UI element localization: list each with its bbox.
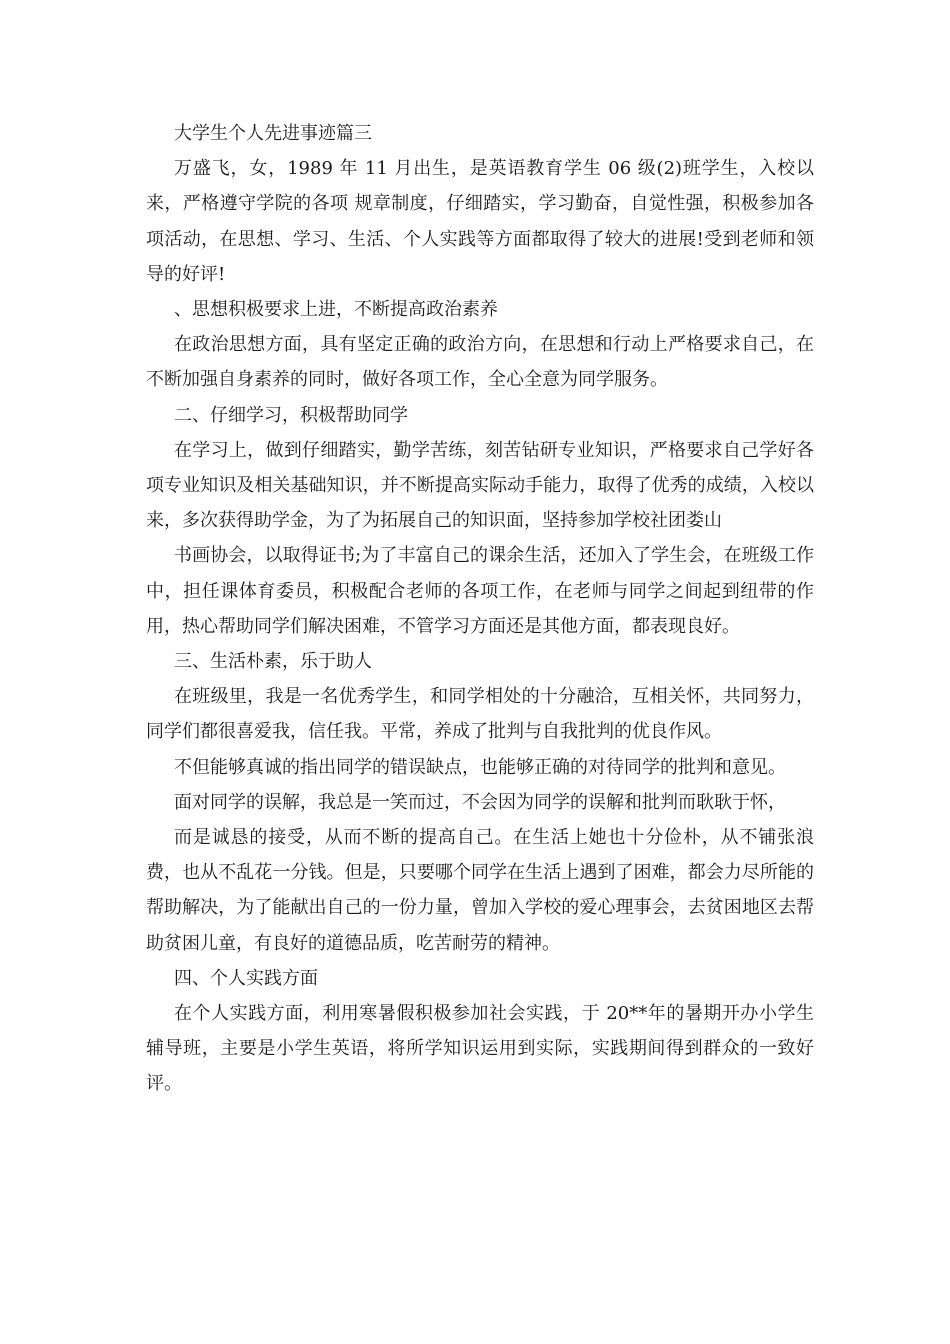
document-title: 大学生个人先进事迹篇三 <box>174 123 372 144</box>
section-heading-4: 四、个人实践方面 <box>174 967 318 989</box>
section-heading-2: 二、仔细学习，积极帮助同学 <box>174 404 408 426</box>
paragraph-practice: 在个人实践方面，利用寒暑假积极参加社会实践，于 20**年的暑期开办小学生辅导班，主要是小学生英语，将所学知识运用到实际，实践期间得到群众的一致好评。 <box>146 1003 814 1095</box>
paragraph-intro: 万盛飞，女，1989 年 11 月出生，是英语教育学生 06 级(2)班学生，入校以来，严格遵守学院的各项 规章制度，仔细踏实，学习勤奋，自觉性强，积极参加各项活动，在思想、学习、生活、个人实践等方面都取得了较大的进展!受到老师和领导的好评! <box>146 158 814 285</box>
section-heading-3: 三、生活朴素，乐于助人 <box>174 651 372 673</box>
paragraph-life-3: 面对同学的误解，我总是一笑而过，不会因为同学的误解和批判而耿耿于怀， <box>174 791 786 813</box>
paragraph-life-1: 在班级里，我是一名优秀学生，和同学相处的十分融洽，互相关怀，共同努力，同学们都很喜爱我，信任我。平常，养成了批判与自我批判的优良作风。 <box>146 686 814 743</box>
paragraph-study-continued: 书画协会，以取得证书;为了丰富自己的课余生活，还加入了学生会，在班级工作中，担任课体育委员，积极配合老师的各项工作，在老师与同学之间起到纽带的作用，热心帮助同学们解决困难，不管学习方面还是其他方面，都表现良好。 <box>146 545 814 637</box>
document-page <box>146 116 814 1102</box>
paragraph-study: 在学习上，做到仔细踏实，勤学苦练，刻苦钻研专业知识，严格要求自己学好各项专业知识及相关基础知识，并不断提高实际动手能力，取得了优秀的成绩，入校以来，多次获得助学金，为了为拓展自己的知识面，坚持参加学校社团娄山 <box>146 439 814 532</box>
paragraph-politics: 在政治思想方面，具有坚定正确的政治方向，在思想和行动上严格要求自己，在不断加强自身素养的同时，做好各项工作，全心全意为同学服务。 <box>146 334 814 391</box>
paragraph-life-2: 不但能够真诚的指出同学的错误缺点，也能够正确的对待同学的批判和意见。 <box>174 756 786 778</box>
section-heading-1: 、思想积极要求上进，不断提高政治素养 <box>174 299 498 321</box>
paragraph-life-4: 而是诚恳的接受，从而不断的提高自己。在生活上她也十分俭朴，从不铺张浪费，也从不乱花一分钱。但是，只要哪个同学在生活上遇到了困难，都会力尽所能的帮助解决，为了能献出自己的一份力量，曾加入学校的爱心理事会，去贫困地区去帮助贫困儿童，有良好的道德品质，吃苦耐劳的精神。 <box>146 827 814 954</box>
